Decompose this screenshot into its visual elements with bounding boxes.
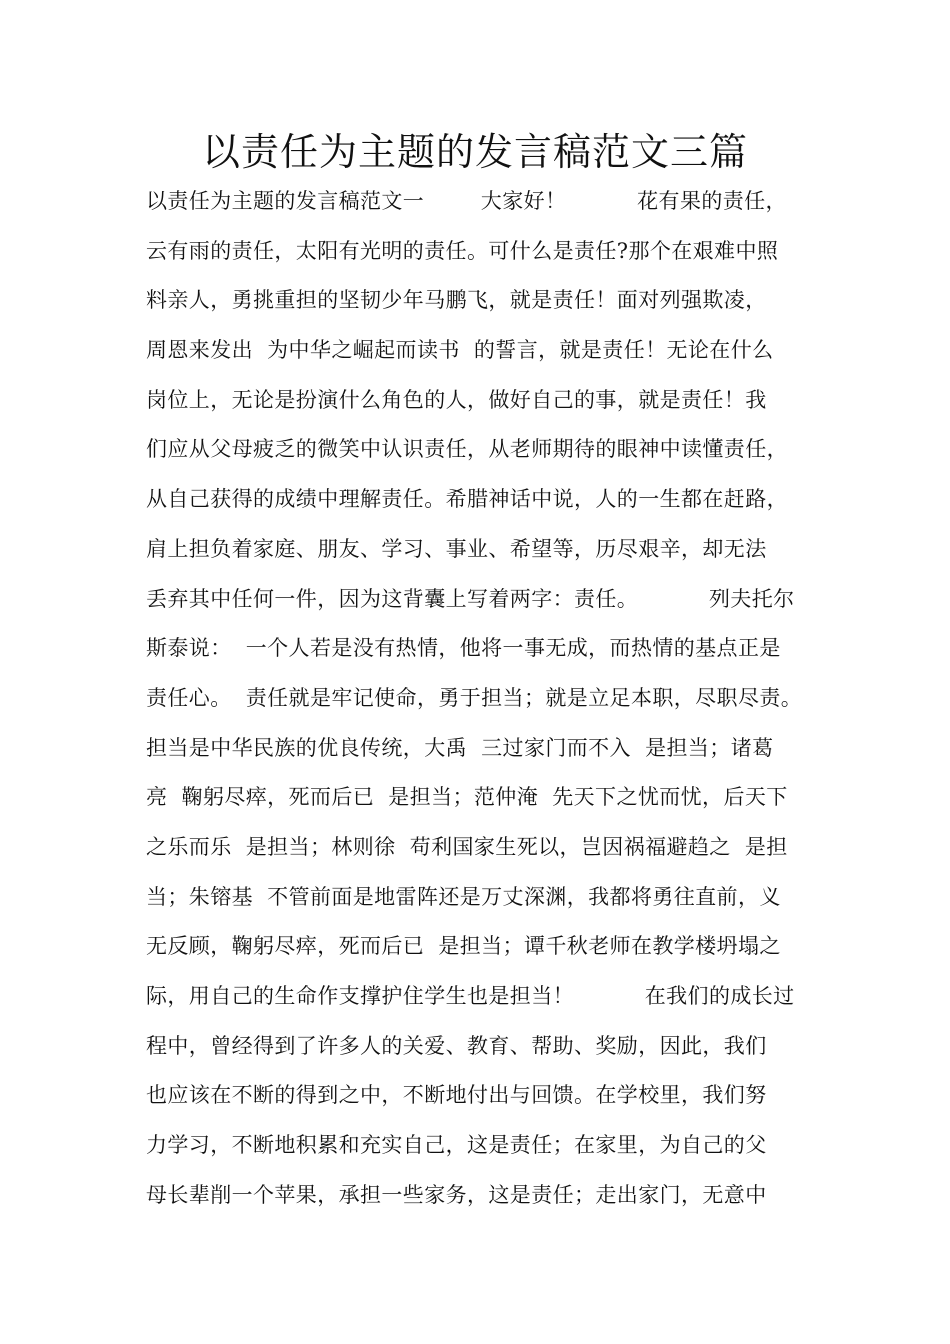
body-line: 肩上担负着家庭、朋友、学习、事业、希望等，历尽艰辛，却无法: [146, 536, 767, 561]
body-line: 也应该在不断的得到之中，不断地付出与回馈。在学校里，我们努: [146, 1083, 767, 1108]
body-line: 们应从父母疲乏的微笑中认识责任，从老师期待的眼神中读懂责任，: [146, 437, 788, 462]
body-line: 亮 鞠躬尽瘁，死而后已 是担当；范仲淹 先天下之忧而忧，后天下: [146, 785, 788, 810]
body-line: 云有雨的责任，太阳有光明的责任。可什么是责任?那个在艰难中照: [146, 238, 779, 263]
document-body: [146, 183, 836, 1226]
body-line: 力学习，不断地积累和充实自己，这是责任；在家里，为自己的父: [146, 1133, 767, 1158]
body-line: 之乐而乐 是担当；林则徐 苟利国家生死以，岂因祸福避趋之 是担: [146, 834, 788, 859]
body-line: 责任心。 责任就是牢记使命，勇于担当；就是立足本职，尽职尽责。: [146, 685, 803, 710]
body-line: 以责任为主题的发言稿范文一 大家好！ 花有果的责任，: [146, 189, 787, 213]
body-line: 担当是中华民族的优良传统，大禹 三过家门而不入 是担当；诸葛: [146, 735, 774, 760]
body-line: 斯泰说： 一个人若是没有热情，他将一事无成，而热情的基点正是: [146, 636, 781, 661]
body-line: 料亲人，勇挑重担的坚韧少年马鹏飞，就是责任！面对列强欺凌，: [146, 288, 767, 313]
body-line: 周恩来发出 为中华之崛起而读书 的誓言，就是责任！无论在什么: [146, 338, 774, 363]
body-line: 际，用自己的生命作支撑护住学生也是担当！ 在我们的成长过: [146, 984, 795, 1008]
body-line: 无反顾，鞠躬尽瘁，死而后已 是担当；谭千秋老师在教学楼坍塌之: [146, 934, 781, 959]
body-line: 当；朱镕基 不管前面是地雷阵还是万丈深渊，我都将勇往直前，义: [146, 884, 781, 909]
body-line: 程中，曾经得到了许多人的关爱、教育、帮助、奖励，因此，我们: [146, 1033, 767, 1058]
body-line: 从自己获得的成绩中理解责任。希腊神话中说，人的一生都在赶路，: [146, 487, 788, 512]
body-line: 母长辈削一个苹果，承担一些家务，这是责任；走出家门，无意中: [146, 1182, 767, 1207]
body-line: 丢弃其中任何一件，因为这背囊上写着两字：责任。 列夫托尔: [146, 586, 795, 611]
body-line: 岗位上，无论是扮演什么角色的人，做好自己的事，就是责任！我: [146, 387, 767, 412]
document-title: 以责任为主题的发言稿范文三篇: [201, 130, 748, 174]
